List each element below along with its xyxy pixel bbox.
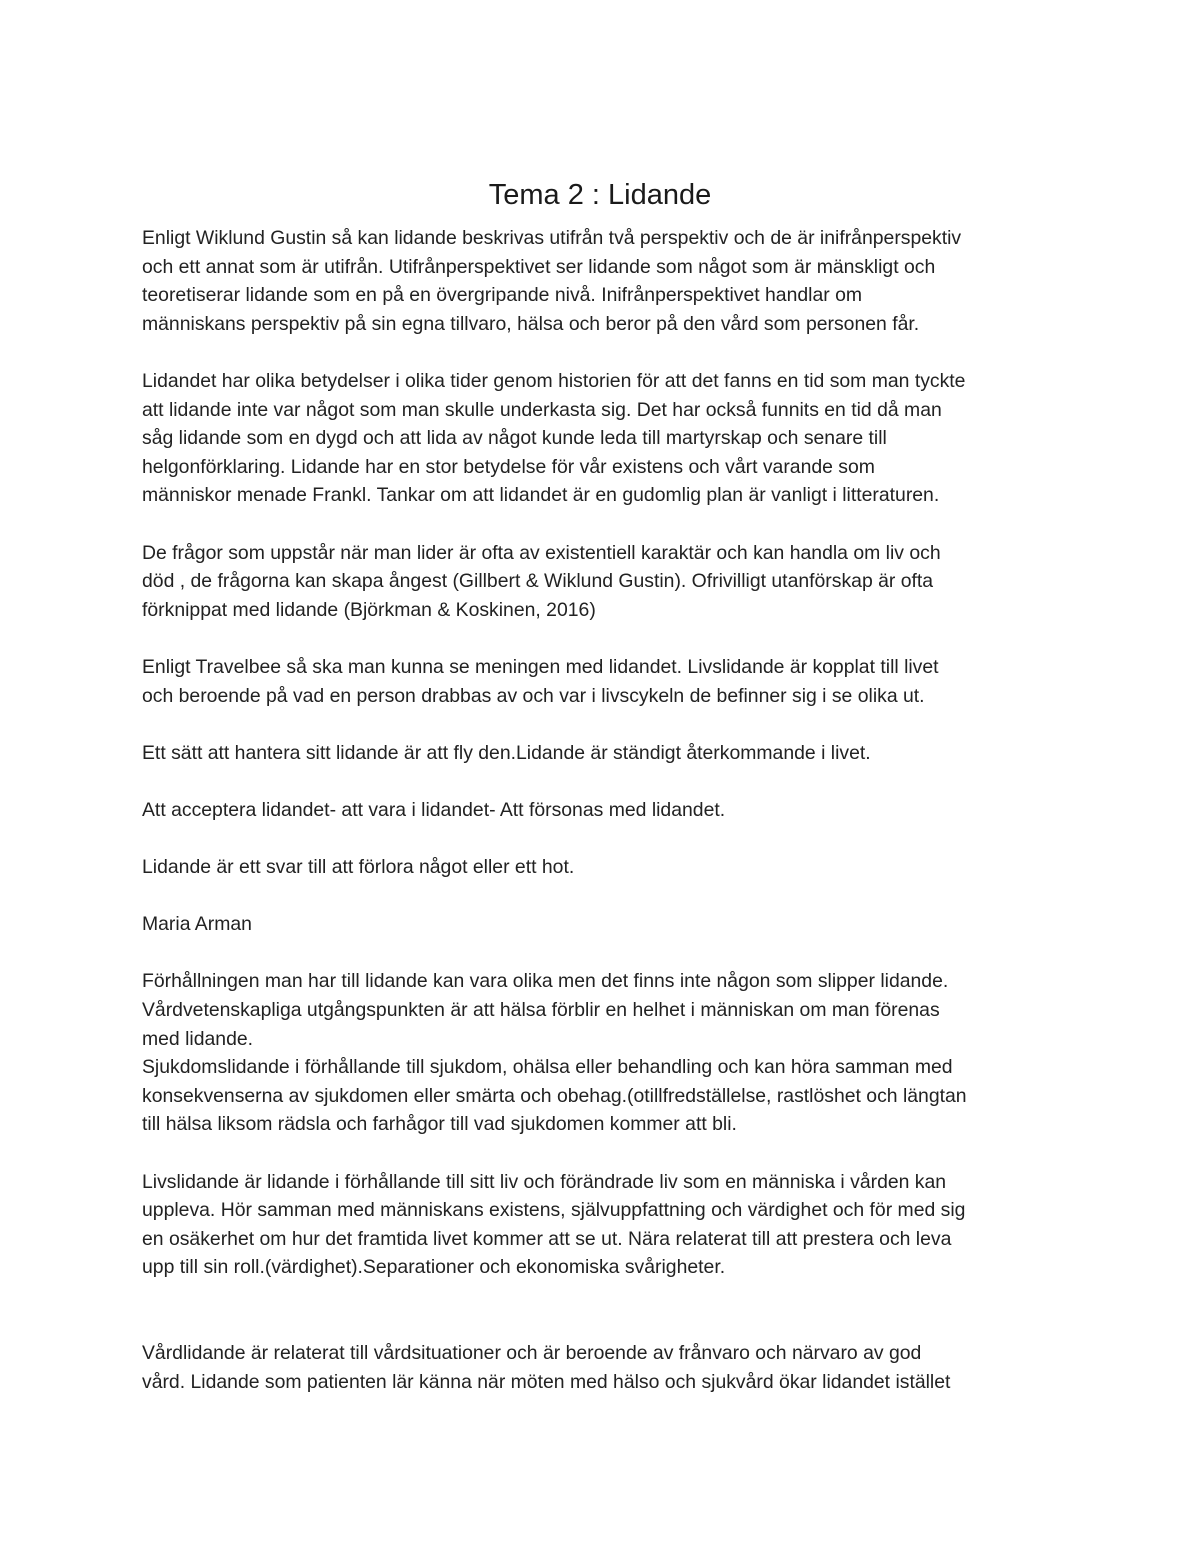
paragraph-author [142, 910, 1067, 939]
text-line: vård. Lidande som patienten lär känna när möten med hälso och sjukvård ökar lidandet istället [142, 1370, 951, 1393]
text-line: och beroende på vad en person drabbas av och var i livscykeln de befinner sig i se olika ut. [142, 684, 925, 707]
paragraph-livslidande [142, 1168, 1067, 1282]
paragraph-forhallningen [142, 967, 1067, 1139]
paragraph-fragor [142, 539, 1067, 625]
text-line: såg lidande som en dygd och att lida av något kunde leda till martyrskap och senare till [142, 427, 887, 450]
text-line: Enligt Wiklund Gustin så kan lidande beskrivas utifrån två perspektiv och de är inifrånperspektiv [142, 227, 962, 249]
paragraph-travelbee [142, 653, 1067, 710]
paragraph-betydelser [142, 367, 1067, 510]
text-line: Vårdvetenskapliga utgångspunkten är att hälsa förblir en helhet i människan om man förenas [142, 999, 940, 1022]
text-line: Förhållningen man har till lidande kan vara olika men det finns inte någon som slipper lidande. [142, 970, 949, 993]
paragraph-vardlidande [142, 1339, 1067, 1396]
text-line: Livslidande är lidande i förhållande till sitt liv och förändrade liv som en människa i vården kan [142, 1170, 947, 1193]
text-line: att lidande inte var något som man skulle underkasta sig. Det har också funnits en tid då man [142, 398, 942, 421]
text-line: Ett sätt att hantera sitt lidande är att fly den.Lidande är ständigt återkommande i livet. [142, 741, 871, 764]
text-line: människor menade Frankl. Tankar om att lidandet är en gudomlig plan är vanligt i litteraturen. [142, 484, 940, 507]
author-name: Maria Arman [142, 913, 252, 936]
text-line: Vårdlidande är relaterat till vårdsituationer och är beroende av frånvaro och närvaro av god [142, 1341, 922, 1364]
paragraph-svar [142, 853, 1067, 882]
text-line: till hälsa liksom rädsla och farhågor till vad sjukdomen kommer att bli. [142, 1113, 737, 1136]
text-line: Lidande är ett svar till att förlora något eller ett hot. [142, 856, 575, 879]
paragraph-inifranperspektiv [142, 224, 1067, 338]
text-line: teoretiserar lidande som en på en övergripande nivå. Inifrånperspektivet handlar om [142, 284, 863, 307]
paragraph-acceptera [142, 796, 1067, 825]
text-line: De frågor som uppstår när man lider är ofta av existentiell karaktär och kan handla om liv och [142, 541, 941, 564]
text-line: helgonförklaring. Lidande har en stor betydelse för vår existens och vårt varande som [142, 455, 875, 478]
page-title: Tema 2 : Lidande [488, 179, 712, 211]
text-line: död , de frågorna kan skapa ångest (Gillbert & Wiklund Gustin). Ofrivilligt utanförskap är ofta [142, 570, 934, 593]
text-line: och ett annat som är utifrån. Utifrånperspektivet ser lidande som något som är mänskligt och [142, 255, 936, 278]
text-line: upp till sin roll.(värdighet).Separationer och ekonomiska svårigheter. [142, 1256, 726, 1279]
text-line: människans perspektiv på sin egna tillvaro, hälsa och beror på den vård som personen får. [142, 312, 920, 335]
text-line: med lidande. [142, 1027, 254, 1050]
text-line: en osäkerhet om hur det framtida livet kommer att se ut. Nära relaterat till att prestera och leva [142, 1227, 952, 1250]
paragraph-hantera [142, 739, 1067, 768]
text-line: Att acceptera lidandet- att vara i lidandet- Att försonas med lidandet. [142, 798, 726, 821]
text-line: uppleva. Hör samman med människans existens, självuppfattning och värdighet och för med sig [142, 1199, 966, 1222]
text-line: förknippat med lidande (Björkman & Koskinen, 2016) [142, 598, 596, 621]
document-body [142, 224, 1067, 1396]
text-line: Enligt Travelbee så ska man kunna se meningen med lidandet. Livslidande är kopplat till livet [142, 655, 939, 678]
text-line: konsekvenserna av sjukdomen eller smärta och obehag.(otillfredställelse, rastlöshet och längtan [142, 1084, 967, 1107]
text-line: Sjukdomslidande i förhållande till sjukdom, ohälsa eller behandling och kan höra samman med [142, 1056, 953, 1079]
text-line: Lidandet har olika betydelser i olika tider genom historien för att det fanns en tid som man tyckte [142, 369, 966, 392]
